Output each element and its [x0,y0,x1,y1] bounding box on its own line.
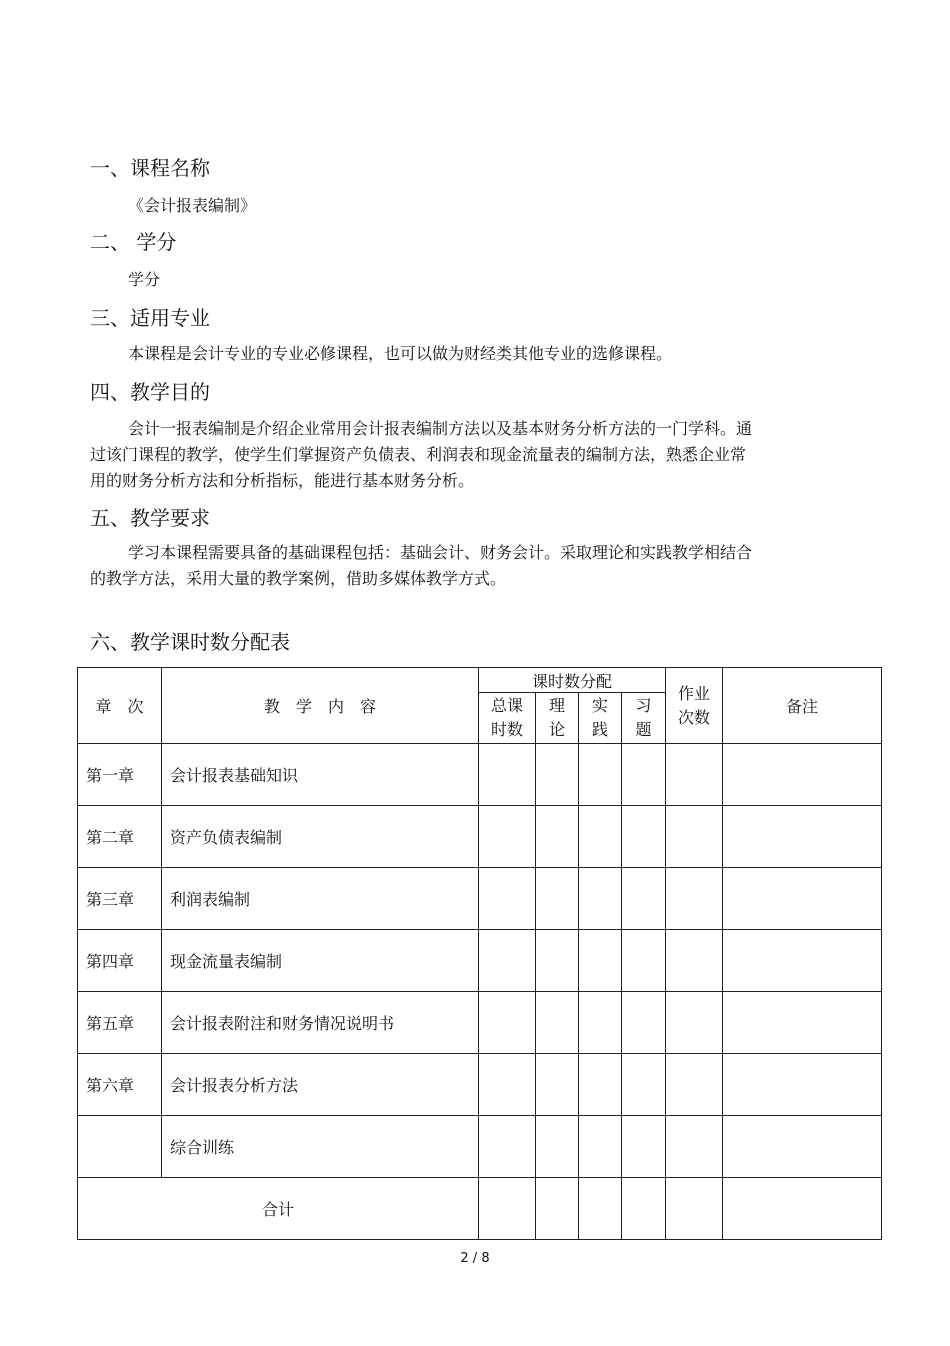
chapter-cell: 第六章 [78,1054,162,1116]
header-homework-line: 次数 [678,707,711,727]
content-cell: 会计报表分析方法 [162,1054,479,1116]
empty-cell [479,806,536,868]
empty-cell [622,1116,666,1178]
empty-cell [579,806,622,868]
empty-cell [479,868,536,930]
section-heading-major: 三、适用专业 [90,306,210,330]
header-theory-line: 论 [548,720,565,739]
empty-cell [536,1054,579,1116]
empty-cell [666,992,723,1054]
table-row [78,992,882,1054]
empty-cell [666,1178,723,1240]
table-row [78,744,882,806]
table-row [78,930,882,992]
empty-cell [579,1178,622,1240]
empty-cell [479,1054,536,1116]
empty-cell [622,930,666,992]
header-total-line: 总课 [490,696,523,715]
empty-cell [622,992,666,1054]
empty-cell [666,744,723,806]
empty-cell [479,1116,536,1178]
empty-cell [723,806,882,868]
requirements-paragraph [90,540,830,592]
header-exercise [622,693,666,744]
hours-allocation-table [77,667,882,1240]
empty-cell [723,1054,882,1116]
table-total-row [78,1178,882,1240]
header-hours-group: 课时数分配 [479,668,666,693]
header-content: 教 学 内 容 [162,668,479,744]
header-practice-line: 实 [591,696,608,715]
table-row [78,1054,882,1116]
major-text: 本课程是会计专业的专业必修课程，也可以做为财经类其他专业的选修课程。 [128,344,673,363]
empty-cell [536,992,579,1054]
empty-cell [622,868,666,930]
empty-cell [579,1054,622,1116]
header-theory [536,693,579,744]
section-heading-teaching-requirements: 五、教学要求 [90,506,210,530]
empty-cell [666,1116,723,1178]
purpose-paragraph [90,416,830,494]
chapter-cell: 第一章 [78,744,162,806]
empty-cell [622,1054,666,1116]
empty-cell [479,1178,536,1240]
empty-cell [666,806,723,868]
table-row [78,806,882,868]
empty-cell [666,868,723,930]
content-cell: 综合训练 [162,1116,479,1178]
table-row [78,868,882,930]
section-heading-course-name: 一、课程名称 [90,156,210,180]
empty-cell [622,1178,666,1240]
chapter-cell [78,1116,162,1178]
empty-cell [723,930,882,992]
section-heading-credits: 二、 学分 [90,230,177,254]
credits-text: 学分 [128,270,161,289]
empty-cell [622,744,666,806]
empty-cell [723,744,882,806]
table-row [78,1116,882,1178]
header-practice [579,693,622,744]
header-chapter: 章 次 [78,668,162,744]
empty-cell [579,744,622,806]
header-exercise-line: 习 [635,696,652,715]
content-cell: 会计报表基础知识 [162,744,479,806]
header-remarks: 备注 [723,668,882,744]
empty-cell [479,744,536,806]
empty-cell [622,806,666,868]
empty-cell [579,868,622,930]
header-total-line: 时数 [490,720,523,739]
content-cell: 利润表编制 [162,868,479,930]
header-practice-line: 践 [591,720,608,739]
empty-cell [723,1178,882,1240]
empty-cell [723,868,882,930]
chapter-cell: 第二章 [78,806,162,868]
purpose-line: 用的财务分析方法和分析指标，能进行基本财务分析。 [90,471,475,490]
section-heading-hours-table: 六、教学课时数分配表 [90,630,290,654]
major-paragraph [90,341,830,367]
empty-cell [666,1054,723,1116]
empty-cell [579,992,622,1054]
content-cell: 资产负债表编制 [162,806,479,868]
header-homework-line: 作业 [678,683,711,703]
empty-cell [579,1116,622,1178]
empty-cell [536,806,579,868]
header-theory-line: 理 [548,696,565,715]
empty-cell [666,930,723,992]
total-label-cell: 合计 [78,1178,479,1240]
page-number: 2 / 8 [460,1251,490,1266]
purpose-line [90,416,830,442]
empty-cell [536,868,579,930]
empty-cell [536,930,579,992]
chapter-cell: 第四章 [78,930,162,992]
chapter-cell: 第五章 [78,992,162,1054]
purpose-line: 过该门课程的教学，使学生们掌握资产负债表、利润表和现金流量表的编制方法，熟悉企业常 [90,445,747,464]
purpose-line-1-text: 会计一报表编制是介绍企业常用会计报表编制方法以及基本财务分析方法的一门学科。通 [128,419,753,438]
section-heading-teaching-purpose: 四、教学目的 [90,380,210,404]
empty-cell [536,1116,579,1178]
content-cell: 现金流量表编制 [162,930,479,992]
content-cell: 会计报表附注和财务情况说明书 [162,992,479,1054]
chapter-cell: 第三章 [78,868,162,930]
course-name-text: 《会计报表编制》 [128,196,257,215]
requirements-line [90,540,830,566]
empty-cell [536,744,579,806]
requirements-line-1-text: 学习本课程需要具备的基础课程包括：基础会计、财务会计。采取理论和实践教学相结合 [128,543,753,562]
header-exercise-line: 题 [635,720,652,739]
requirements-line: 的教学方法，采用大量的教学案例，借助多媒体教学方式。 [90,569,507,588]
empty-cell [579,930,622,992]
empty-cell [479,930,536,992]
header-homework [666,668,723,744]
empty-cell [536,1178,579,1240]
header-total-hours [479,693,536,744]
table-header-row [78,668,882,693]
empty-cell [723,992,882,1054]
empty-cell [479,992,536,1054]
empty-cell [723,1116,882,1178]
